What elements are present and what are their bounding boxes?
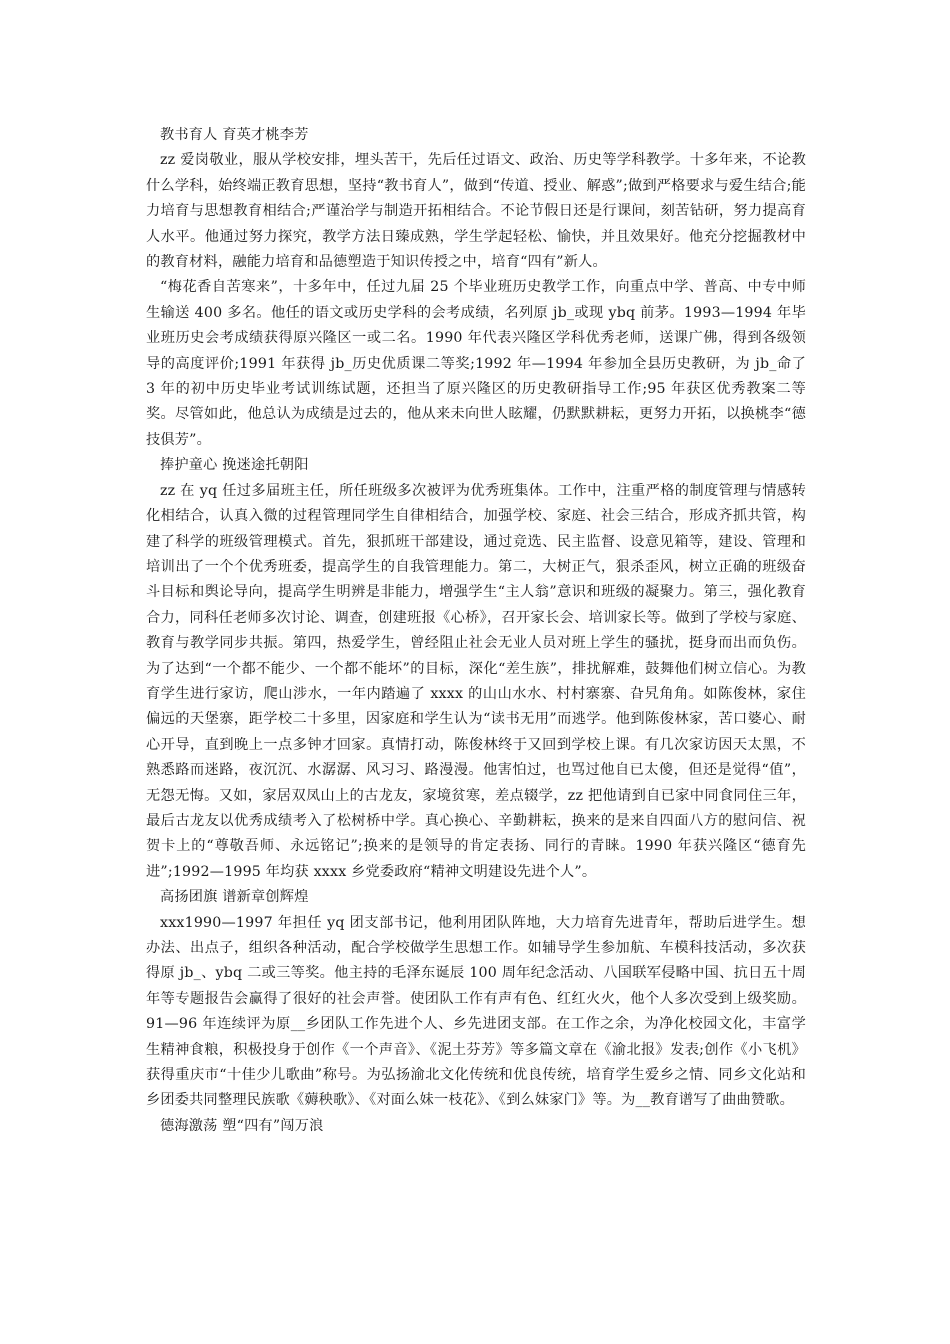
paragraph: xxx1990—1997 年担任 yq 团支部书记，他利用团队阵地，大力培育先进青年，帮助后进学生。想办法、出点子，组织各种活动，配合学校做学生思想工作。如辅导学生参加航、车模科技活动，多次获得原 jb_、ybq 二或三等奖。他主持的毛泽东诞辰 100 周年纪念活动、八国联军侵略中国、抗日五十周年等专题报告会赢得了很好的社会声誉。使团队工作有声有色、红红火火，他个人多次受到上级奖励。91—96 年连续评为原__乡团队工作先进个人、乡先进团支部。在工作之余，为净化校园文化，丰富学生精神食粮，积极投身于创作《一个声音》、《泥土芬芳》等多篇文章在《渝北报》发表;创作《小飞机》获得重庆市“十佳少儿歌曲”称号。为弘扬渝北文化传统和优良传统，培育学生爱乡之情、同乡文化站和乡团委共同整理民族歌《薅秧歌》、《对面么妹一枝花》、《到么妹家门》等。为__教育谱写了曲曲赞歌。 bbox=[146, 914, 806, 1109]
section-1 bbox=[146, 123, 806, 453]
section-heading: 德海激荡 塑“四有”闯万浪 bbox=[160, 1117, 324, 1134]
section-heading: 捧护童心 挽迷途托朝阳 bbox=[160, 457, 309, 474]
section-heading: 高扬团旗 谱新章创辉煌 bbox=[160, 889, 309, 906]
paragraph: zz 爱岗敬业，服从学校安排，埋头苦干，先后任过语文、政治、历史等学科教学。十多年来，不论教什么学科，始终端正教育思想，坚持“教书育人”，做到“传道、授业、解惑”;做到严格要求与爱生结合;能力培育与思想教育相结合;严谨治学与制造开拓相结合。不论节假日还是行课间，刻苦钻研，努力提高育人水平。他通过努力探究，教学方法日臻成熟，学生学起轻松、愉快，并且效果好。他充分挖掘教材中的教育材料，融能力培育和品德塑造于知识传授之中，培育“四有”新人。 bbox=[146, 152, 806, 271]
section-2 bbox=[146, 453, 806, 885]
section-4 bbox=[146, 1114, 806, 1139]
section-heading: 教书育人 育英才桃李芳 bbox=[160, 127, 309, 143]
section-3 bbox=[146, 885, 806, 1114]
paragraph: “梅花香自苦寒来”，十多年中，任过九届 25 个毕业班历史教学工作，向重点中学、普高、中专中师生输送 400 多名。他任的语文或历史学科的会考成绩，名列原 jb_或现 ybq 前茅。1993—1994 年毕业班历史会考成绩获得原兴隆区一或二名。1990 年代表兴隆区学科优秀老师，送课广佛，得到各级领导的高度评价;1991 年获得 jb_历史优质课二等奖;1992 年—1994 年参加全县历史教研，为 jb_命了 3 年的初中历史毕业考试训练试题，还担当了原兴隆区的历史教研指导工作;95 年获区优秀教案二等奖。尽管如此，他总认为成绩是过去的，他从来未向世人眩耀，仍默默耕耘，更努力开拓，以换桃李“德技俱芳”。 bbox=[146, 279, 806, 448]
document-page bbox=[146, 123, 806, 1139]
paragraph: zz 在 yq 任过多届班主任，所任班级多次被评为优秀班集体。工作中，注重严格的制度管理与情感转化相结合，认真入微的过程管理同学生自律相结合，加强学校、家庭、社会三结合，形成齐抓共管，构建了科学的班级管理模式。首先，狠抓班干部建设，通过竞选、民主监督、设意见箱等，建设、管理和培训出了一个个优秀班委，提高学生的自我管理能力。第二，大树正气，狠杀歪风，树立正确的班级奋斗目标和舆论导向，提高学生明辨是非能力，增强学生“主人翁”意识和班级的凝聚力。第三，强化教育合力，同科任老师多次讨论、调查，创建班报《心桥》，召开家长会、培训家长等。做到了学校与家庭、教育与教学同步共振。第四，热爱学生，曾经阻止社会无业人员对班上学生的骚扰，挺身而出而负伤。为了达到“一个都不能少、一个都不能坏”的目标，深化“差生族”，排扰解难，鼓舞他们树立信心。为教育学生进行家访，爬山涉水，一年内踏遍了 xxxx 的山山水水、村村寨寨、旮旯角角。如陈俊林，家住偏远的天堡寨，距学校二十多里，因家庭和学生认为“读书无用”而逃学。他到陈俊林家，苦口婆心、耐心开导，直到晚上一点多钟才回家。真情打动，陈俊林终于又回到学校上课。有几次家访因天太黑，不熟悉路而迷路，夜沉沉、水潺潺、风习习、路漫漫。他害怕过，也骂过他自已太傻，但还是觉得“值”，无怨无悔。又如，家居双凤山上的古龙友，家境贫寒，差点辍学，zz 把他请到自已家中同食同住三年，最后古龙友以优秀成绩考入了松树桥中学。真心换心、辛勤耕耘，换来的是来自四面八方的慰问信、祝贺卡上的“尊敬吾师、永远铭记”;换来的是领导的肯定表扬、同行的青睐。1990 年获兴隆区“德育先进”;1992—1995 年均获 xxxx 乡党委政府“精神文明建设先进个人”。 bbox=[146, 482, 806, 880]
